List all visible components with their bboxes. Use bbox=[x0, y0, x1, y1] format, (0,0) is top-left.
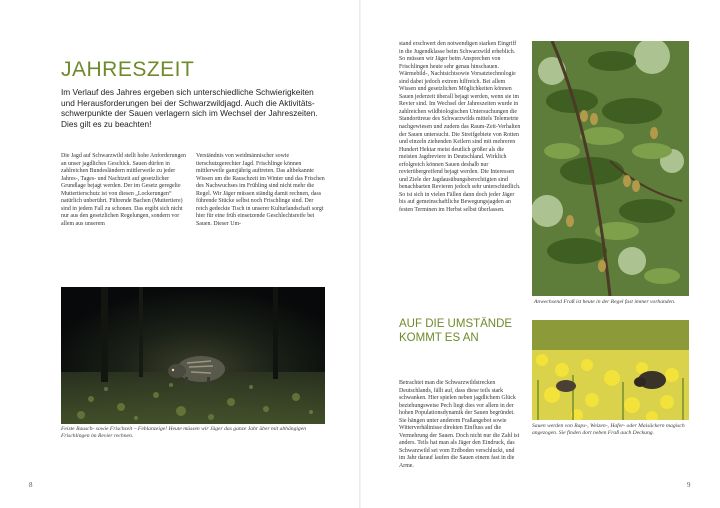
rapeseed-field-boar-photo bbox=[532, 320, 689, 420]
wild-boar-night-photo bbox=[61, 287, 325, 424]
body-column-b: Verständnis von weidmännischer sowie tierschutzgerechter Jagd. Frischlinge können mittlerweile ganzjährig auftreten. Das altbekannte Wissen um die Rauschzeit im Winter und das Frischen des Nachwuchses im Frühling sind nicht mehr die Regel. Wir Jäger müssen ständig damit rechnen, dass führende Stücke selbst noch Frischlinge sind. Der reich gedeckte Tisch in unserer Kulturlandschaft sorgt hier für eine früh einsetzende Geschlechtsreife bei Sauen. Dieser Um- bbox=[196, 153, 325, 227]
boar-photo-caption: Feiste Rausch- sowie Frischzeit – Feblanzeige! Heute müssen wir Jäger das ganze Jahr über mit abhängigen Frischlingen im Revier rechnen. bbox=[61, 426, 306, 440]
oak-acorns-image bbox=[532, 41, 689, 296]
page-number-left: 8 bbox=[29, 481, 33, 489]
book-gutter bbox=[359, 0, 361, 508]
field-photo-caption: Sauen werden von Raps-, Weizen-, Hafer- oder Maisäckern magisch angezogen. Sie finden dort neben Fraß auch Deckung. bbox=[532, 423, 685, 437]
oak-acorns-photo bbox=[532, 41, 689, 296]
chapter-title: JAHRESZEIT bbox=[61, 58, 195, 81]
page-number-right: 9 bbox=[687, 481, 691, 489]
rapeseed-field-image bbox=[532, 320, 689, 420]
body-column-a: Die Jagd auf Schwarzwild stellt hohe Anforderungen an unser jagdliches Geschick. Sauen dürfen in zahlreichen Bundesländern mittlerweile zu jeder Jahres-, Tages- und Nachtzeit auf gesetzlicher Grundlage bejagt werden. Der im Gesetz geregelte Muttertierschutz ist von diesen „Lockerungen“ natürlich unberührt. Führende Bachen (Muttertiere) sind in jedem Fall zu schonen. Das ergibt sich nicht nur aus den gesetzlichen Regelungen, sondern vor allem aus unserem bbox=[61, 153, 186, 227]
oak-photo-caption: Anwechsend Fraß ist heute in der Regel fast immer vorhanden. bbox=[534, 299, 676, 305]
section-subheading: AUF DIE UMSTÄNDE KOMMT ES AN bbox=[399, 318, 513, 344]
body-column-right-top: stand erschwert den notwendigen starken Eingriff in die Jugendklasse beim Schwarzwild erheblich. So müssen wir Jäger beim Ansprechen von Frischlingen heute sehr genau hinschauen. Wärmebild-, Nachtsichtsowie Vorsatztechnologie sind dabei jedoch extrem hilfreich. Bei allem Wissen und gesetzlichen Möglichkeiten können Sauen jederzeit überall bejagt werden, wenn sie im Revier sind. Im Wechsel der Jahreszeiten wurde in zahlreichen wildbiologischen Untersuchungen die Standorttreue des Schwarzwilds mittels Telemetrie nachgewiesen und zudem das Raum-Zeit-Verhalten der Sauen untersucht. Die Streifgebiete von Rotten und einzeln ziehenden Keilern sind mit mehreren Hundert Hektar meist deutlich größer als die meisten Jagdreviere in Deutschland. Wirklich erfolgreich können Sauen deshalb nur revierübergreifend bejagt werden. Die Interessen und Ziele der Jagdausübungsberechtigten sind benachbarten Revieren jedoch sehr unterschiedlich. So ist sich in vielen Fällen dann doch jeder Jäger bis auf gemeinschaftliche Bewegungsjagden an festen Terminen im Herbst selbst überlassen. bbox=[399, 41, 521, 214]
body-column-right-bottom: Betrachtet man die Schwarzwildstrecken Deutschlands, fällt auf, dass diese teils stark schwanken. Hier spielen neben jagdlichem Glück beziehungsweise Pech liegt dies vor allem in der hohen Populationsdynamik der Sauen begründet. Sie hängen unter anderem Fraßangebot sowie Witterverhältnisse direkten Einfluss auf die Vermehrung der Sauen. Doch nicht nur die Zahl ist anders. Teils hat man als Jäger den Eindruck, das Schwarzwild sei vom Erdboden verschluckt, und im Jahr darauf laufen die Sauen einem fast in die Arme. bbox=[399, 380, 520, 470]
wild-boar-night-image bbox=[61, 287, 325, 424]
lead-paragraph: Im Verlauf des Jahres ergeben sich unterschiedliche Schwierigkeiten und Herausforderungen bei der Schwarzwildjagd. Auch die Aktivitäts-schwerpunkte der Sauen verlagern sich im Wechsel der Jahreszeiten. Dies gilt es zu beachten! bbox=[61, 87, 318, 129]
